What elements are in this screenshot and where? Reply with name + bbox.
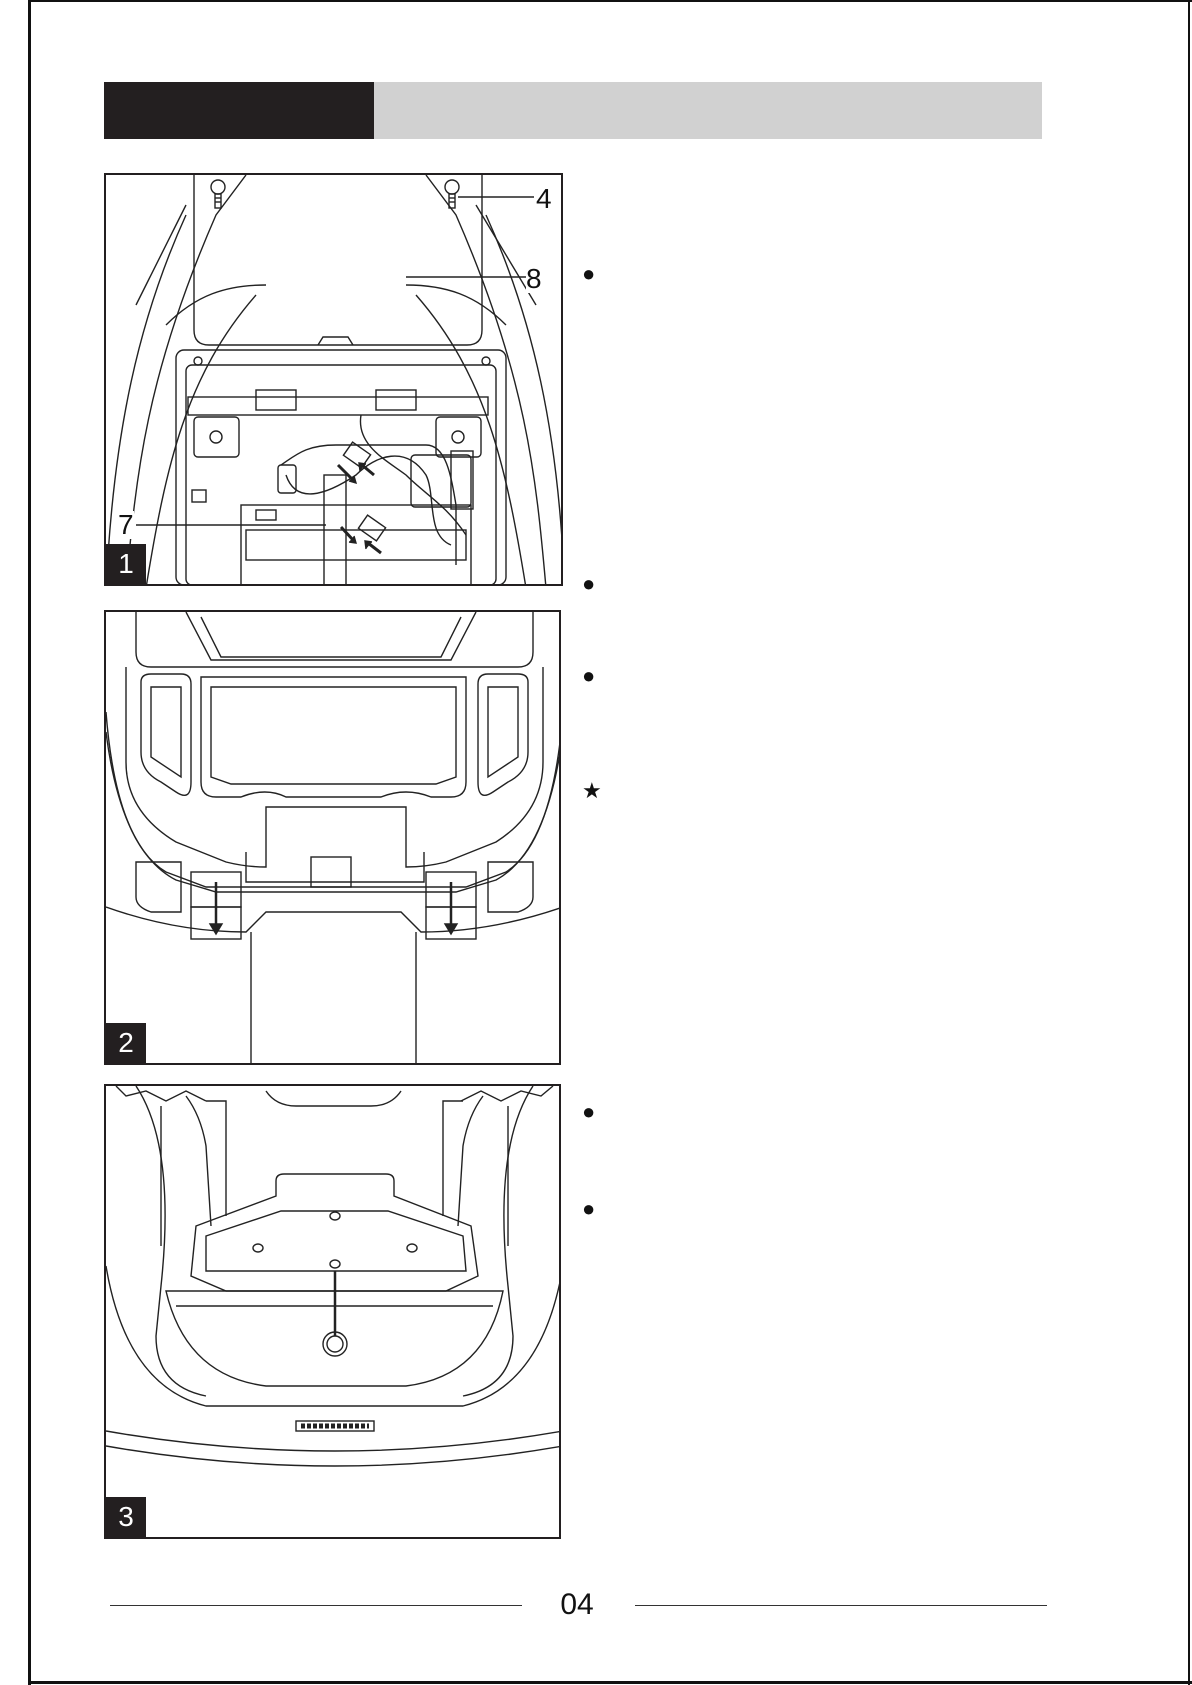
bullet-marker: ● <box>582 1099 596 1124</box>
bullet-marker: ● <box>582 261 596 286</box>
figure-1-number: 1 <box>106 544 146 584</box>
page-border-bottom <box>28 1681 1192 1684</box>
figure-3 <box>104 1084 561 1539</box>
figure-2-number: 2 <box>106 1023 146 1063</box>
bullet-marker: ● <box>582 571 596 596</box>
figure-1-callout-8: 8 <box>526 263 542 294</box>
figure-3-illustration <box>106 1086 561 1539</box>
bullet-marker: ● <box>582 663 596 688</box>
bullet-marker: ● <box>582 1196 596 1221</box>
star-marker: ★ <box>582 778 602 803</box>
footer-rule-right <box>635 1605 1047 1606</box>
figure-1-illustration <box>106 175 563 586</box>
page-number: 04 <box>560 1588 594 1621</box>
figure-1-callout-7: 7 <box>118 509 134 540</box>
figure-2 <box>104 610 561 1065</box>
figure-3-number: 3 <box>106 1497 146 1537</box>
figure-2-illustration <box>106 612 561 1065</box>
section-header-bar <box>104 82 1042 139</box>
figure-1 <box>104 173 563 586</box>
footer-rule-left <box>110 1605 522 1606</box>
section-header-tab <box>104 82 374 139</box>
page-border-top <box>28 0 1192 2</box>
page-border-right <box>1188 0 1190 1685</box>
page-border-left <box>28 0 31 1685</box>
figure-1-callout-4: 4 <box>536 183 552 214</box>
